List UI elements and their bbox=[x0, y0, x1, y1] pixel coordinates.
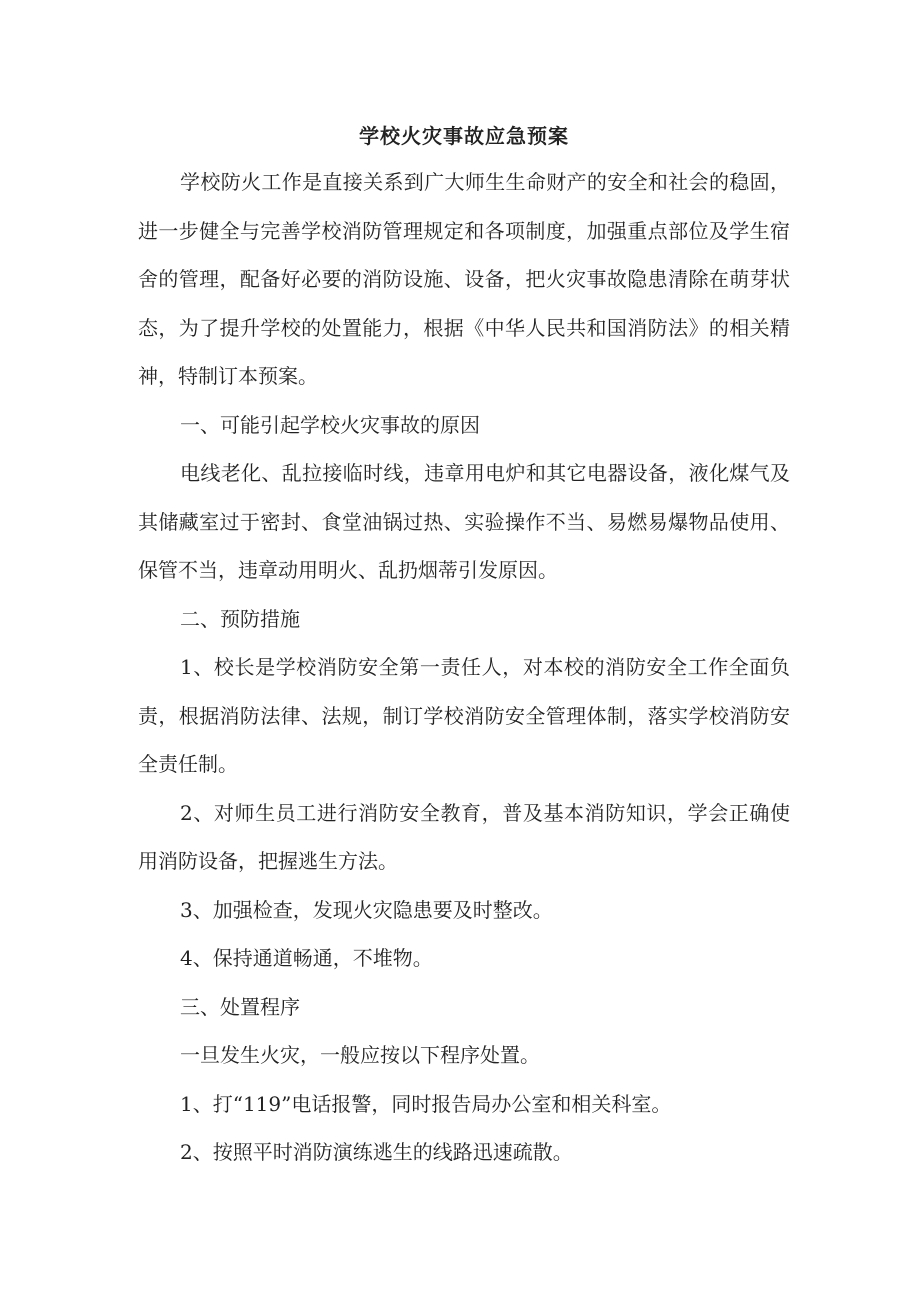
procedure-item-1: 1、打“119”电话报警，同时报告局办公室和相关科室。 bbox=[180, 1091, 672, 1116]
section-heading-causes: 一、可能引起学校火灾事故的原因 bbox=[180, 412, 480, 437]
section-heading-procedure: 三、处置程序 bbox=[180, 994, 300, 1019]
procedure-item-2: 2、按照平时消防演练逃生的线路迅速疏散。 bbox=[180, 1140, 573, 1164]
prevention-item-1: 1、校长是学校消防安全第一责任人，对本校的消防安全工作全面负责，根据消防法律、法规，制订学校消防安全管理体制，落实学校消防安全责任制。 bbox=[138, 655, 790, 776]
prevention-item-3: 3、加强检查，发现火灾隐患要及时整改。 bbox=[180, 897, 553, 922]
prevention-item-4: 4、保持通道畅通，不堆物。 bbox=[180, 946, 433, 970]
procedure-intro: 一旦发生火灾，一般应按以下程序处置。 bbox=[180, 1043, 540, 1067]
causes-paragraph: 电线老化、乱拉接临时线，违章用电炉和其它电器设备，液化煤气及其储藏室过于密封、食堂油锅过热、实验操作不当、易燃易爆物品使用、保管不当，违章动用明火、乱扔烟蒂引发原因。 bbox=[138, 461, 790, 582]
section-heading-prevention: 二、预防措施 bbox=[180, 606, 300, 631]
document-title: 学校火灾事故应急预案 bbox=[359, 124, 569, 148]
intro-paragraph: 学校防火工作是直接关系到广大师生生命财产的安全和社会的稳固，进一步健全与完善学校消防管理规定和各项制度，加强重点部位及学生宿舍的管理，配备好必要的消防设施、设备，把火灾事故隐患清除在萌芽状态，为了提升学校的处置能力，根据《中华人民共和国消防法》的相关精神，特制订本预案。 bbox=[138, 170, 790, 388]
document-page bbox=[138, 118, 790, 1177]
prevention-item-2: 2、对师生员工进行消防安全教育，普及基本消防知识，学会正确使用消防设备，把握逃生方法。 bbox=[138, 800, 790, 873]
